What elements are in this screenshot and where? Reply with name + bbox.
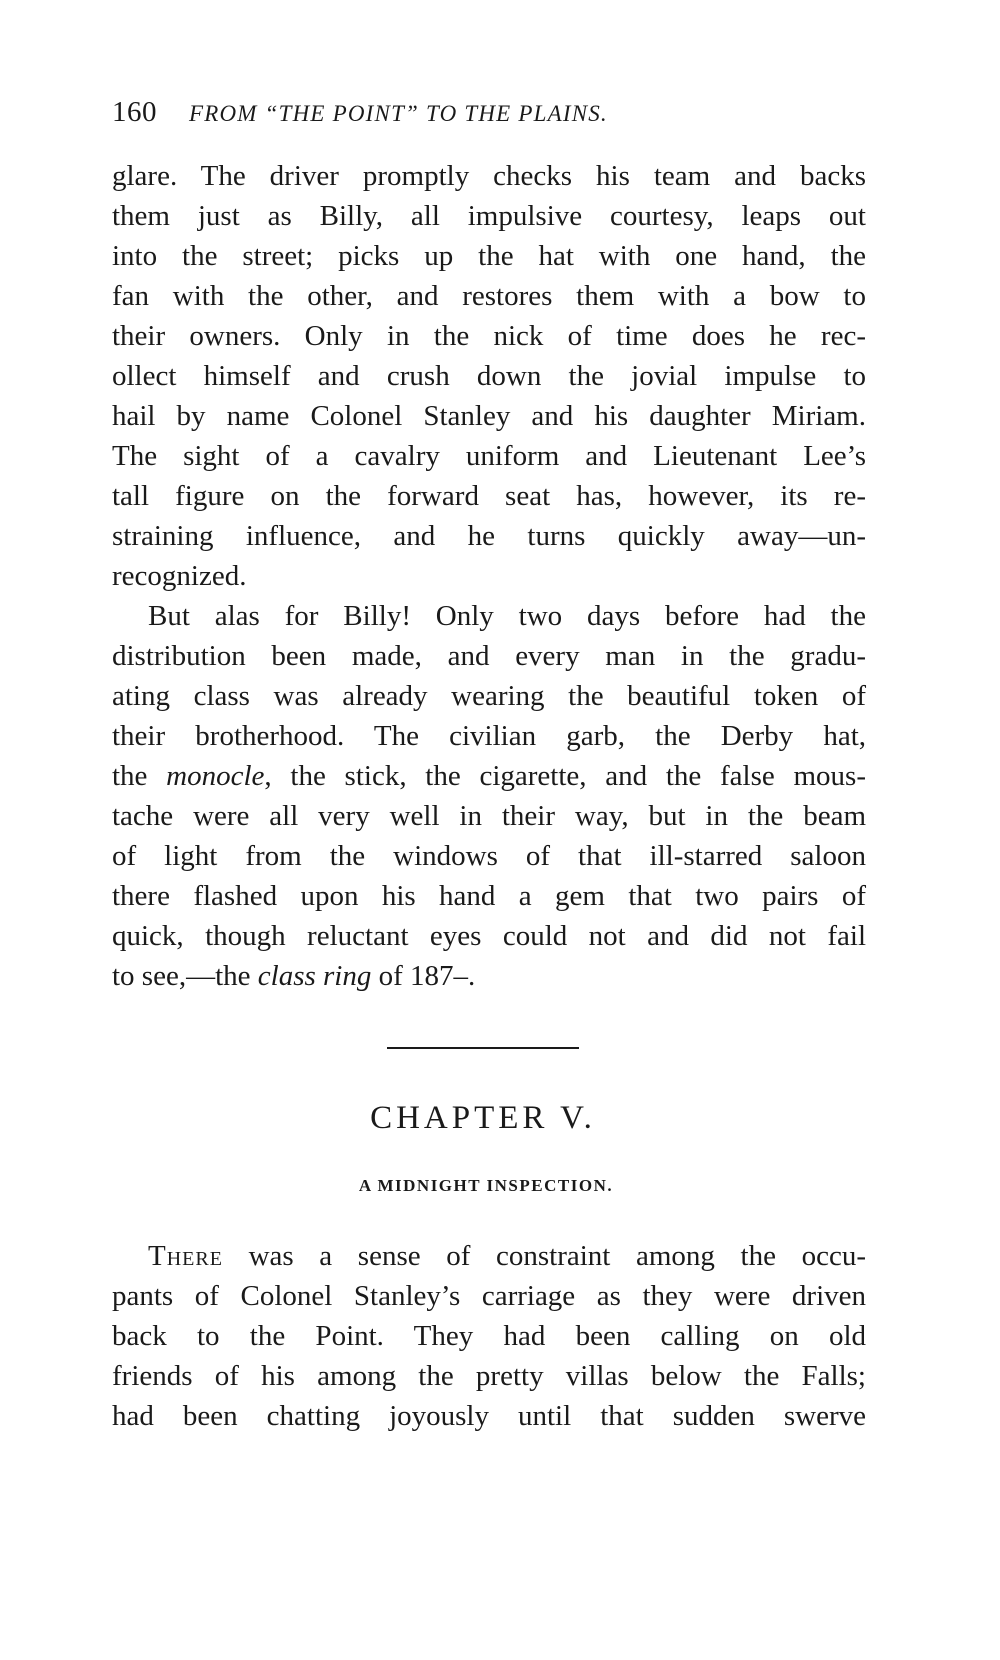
chapter-title: CHAPTER V. [370,1100,596,1136]
text-line: ollect himself and crush down the jovial impulse to [112,360,866,392]
text-line: had been chatting joyously until that sudden swerve [112,1400,866,1432]
paragraph-3 [112,1236,866,1436]
italic-phrase-class-ring: class ring [257,960,372,992]
text-line: ating class was already wearing the beautiful token of [112,680,866,712]
text-line: back to the Point. They had been calling on old [112,1320,866,1352]
text-line-with-italic [112,756,866,796]
text-line: into the street; picks up the hat with one hand, the [112,240,866,272]
text-fragment: to see,—the [112,960,258,992]
text-line: their owners. Only in the nick of time does he rec- [112,320,866,352]
italic-word-monocle: monocle [166,760,265,792]
smallcaps-lead-word: There [148,1240,223,1272]
text-line: tache were all very well in their way, but in the beam [112,800,866,832]
chapter-subtitle: A MIDNIGHT INSPECTION. [358,1176,614,1195]
text-line: recognized. [112,560,247,592]
text-fragment: , the stick, the cigarette, and the false mous- [264,760,866,792]
text-fragment: of 187–. [371,960,476,992]
running-title: FROM “THE POINT” TO THE PLAINS. [189,101,608,126]
text-line: fan with the other, and restores them with a bow to [112,280,866,312]
text-line: tall figure on the forward seat has, however, its re- [112,480,866,512]
page-number: 160 [112,96,157,128]
text-fragment: was a sense of constraint among the occu- [222,1240,866,1272]
text-line: But alas for Billy! Only two days before had the [148,600,866,632]
text-line: glare. The driver promptly checks his team and backs [112,160,866,192]
text-line: pants of Colonel Stanley’s carriage as they were driven [112,1280,866,1312]
text-line: The sight of a cavalry uniform and Lieutenant Lee’s [112,440,866,472]
text-line: them just as Billy, all impulsive courtesy, leaps out [112,200,866,232]
text-line: quick, though reluctant eyes could not and did not fail [112,920,866,952]
paragraph-1 [112,156,866,596]
paragraph-2 [112,596,866,996]
section-divider-rule [387,1047,579,1049]
text-line-with-italic [112,956,866,996]
text-line: there flashed upon his hand a gem that two pairs of [112,880,866,912]
text-line: friends of his among the pretty villas below the Falls; [112,1360,866,1392]
text-line: straining influence, and he turns quickly away—un- [112,520,866,552]
text-line: of light from the windows of that ill-starred saloon [112,840,866,872]
running-head [112,96,872,136]
text-line: hail by name Colonel Stanley and his daughter Miriam. [112,400,866,432]
text-fragment: the [112,760,167,792]
text-line: their brotherhood. The civilian garb, the Derby hat, [112,720,866,752]
text-line-with-smallcaps [112,1236,866,1276]
text-line: distribution been made, and every man in the gradu- [112,640,866,672]
